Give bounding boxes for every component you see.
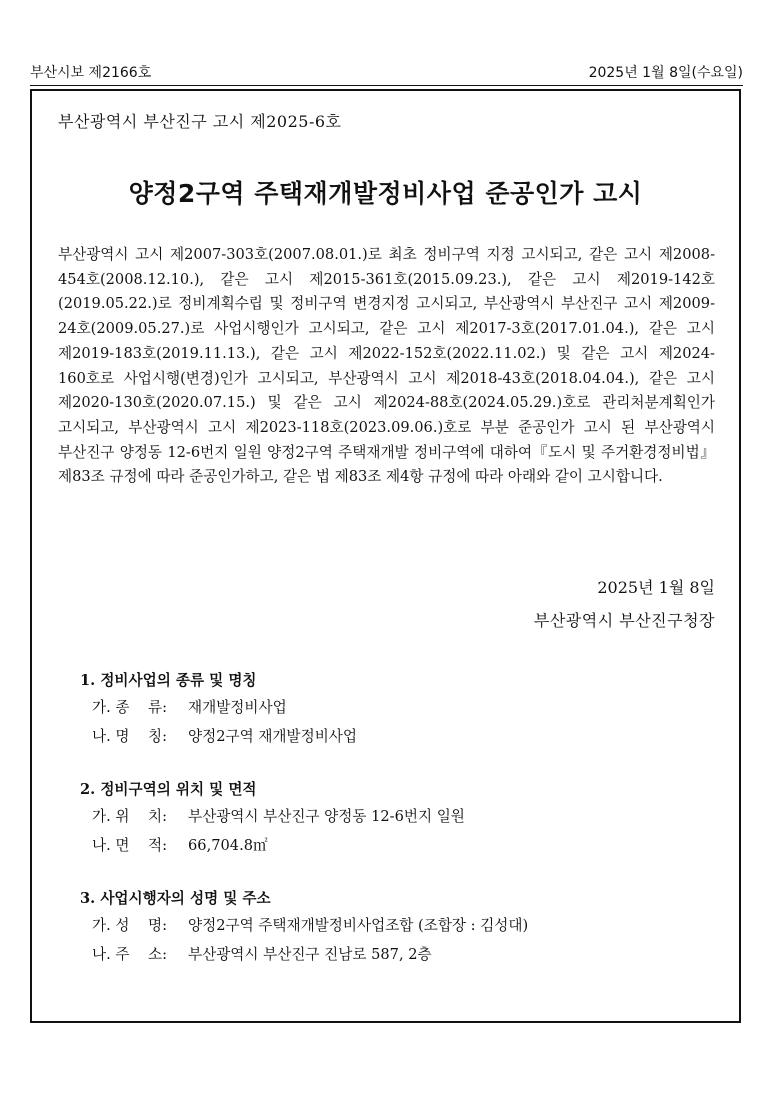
section-project-type [80,671,700,756]
section-row [80,945,700,974]
section-row [80,916,700,945]
row-value: 양정2구역 주택재개발정비사업조합 (조합장 : 김성대) [188,917,529,934]
section-location-area [80,780,700,865]
notice-number: 부산광역시 부산진구 고시 제2025-6호 [58,112,342,131]
section-row [80,807,700,836]
row-label: 나. 주 소: [92,946,168,963]
section-heading: 2. 정비구역의 위치 및 면적 [80,781,257,798]
page-header [30,64,743,86]
row-label: 나. 면 적: [92,837,168,854]
publication-number: 부산시보 제2166호 [30,65,152,81]
row-label: 가. 위 치: [92,808,168,825]
publication-date: 2025년 1월 8일(수요일) [588,65,743,81]
row-value: 부산광역시 부산진구 양정동 12-6번지 일원 [188,808,465,825]
row-label: 나. 명 칭: [92,728,168,745]
notice-box [30,89,741,1023]
section-row [80,727,700,756]
row-value: 양정2구역 재개발정비사업 [188,728,357,745]
section-heading: 3. 사업시행자의 성명 및 주소 [80,890,271,907]
row-label: 가. 종 류: [92,699,168,716]
row-value: 부산광역시 부산진구 진남로 587, 2층 [188,946,432,963]
row-label: 가. 성 명: [92,917,168,934]
row-value: 66,704.8㎡ [188,837,268,854]
notice-date: 2025년 1월 8일 [597,578,715,597]
notice-title: 양정2구역 주택재개발정비사업 준공인가 고시 [128,179,643,208]
section-row [80,836,700,865]
section-heading: 1. 정비사업의 종류 및 명칭 [80,672,257,689]
section-row [80,698,700,727]
notice-issuer: 부산광역시 부산진구청장 [533,611,715,630]
notice-body: 부산광역시 고시 제2007-303호(2007.08.01.)로 최초 정비구역 지정 고시되고, 같은 고시 제2008-454호(2008.12.10.), 같은 고시 제2015-361호(2015.09.23.), 같은 고시 제2019-142호(2019.05.22.)로 정비계획수립 및 정비구역 변경지정 고시되고, 부산광역시 부산진구 고시 제2009-24호(2009.05.27.)로 사업시행인가 고시되고, 같은 고시 제2017-3호(2017.01.04.), 같은 고시 제2019-183호(2019.11.13.), 같은 고시 제2022-152호(2022.11.02.) 및 같은 고시 제2024-160호로 사업시행(변경)인가 고시되고, 부산광역시 고시 제2018-43호(2018.04.04.), 같은 고시 제2020-130호(2020.07.15.) 및 같은 고시 제2024-88호(2024.05.29.)호로 관리처분계획인가 고시되고, 부산광역시 고시 제2023-118호(2023.09.06.)호로 부분 준공인가 고시 된 부산광역시 부산진구 양정동 12-6번지 일원 양정2구역 주택재개발 정비구역에 대하여『도시 및 주거환경정비법』제83조 규정에 따라 준공인가하고, 같은 법 제83조 제4항 규정에 따라 아래와 같이 고시합니다. [58,246,715,486]
section-operator [80,889,700,974]
row-value: 재개발정비사업 [188,699,287,716]
notice-sections [80,671,700,998]
